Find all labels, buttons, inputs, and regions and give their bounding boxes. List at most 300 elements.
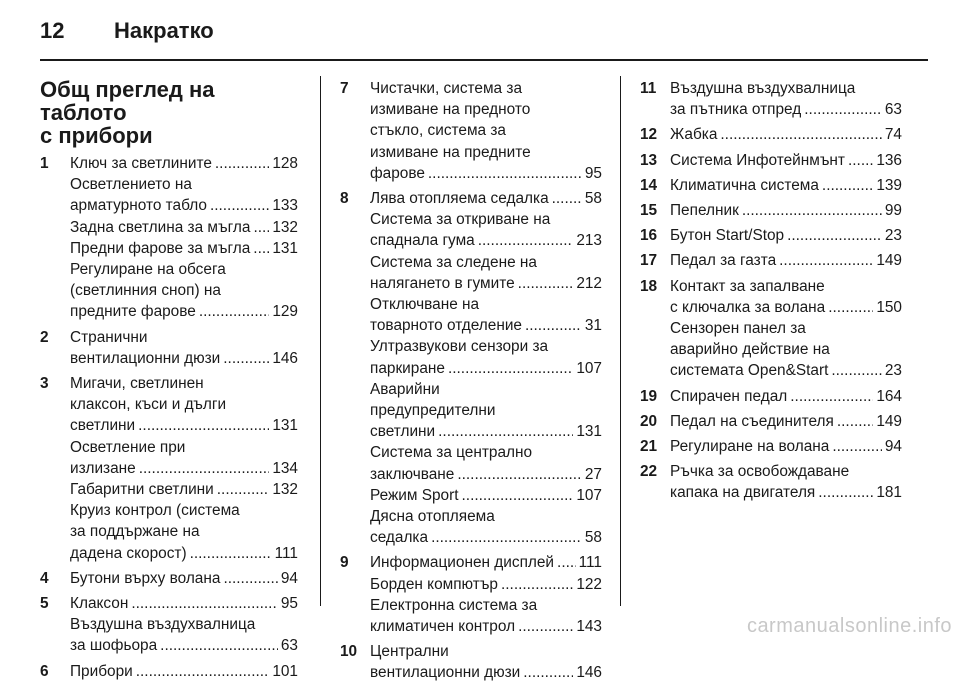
dot-leader: [552, 188, 582, 209]
dot-leader: [779, 250, 873, 271]
entry-text: товарното отделение: [370, 317, 522, 335]
page-reference: 107: [576, 359, 602, 377]
entry-text: стъкло, система за: [370, 122, 506, 140]
entry-text: Жабка: [670, 126, 718, 144]
entry-line: [70, 238, 298, 259]
dot-leader: [831, 360, 882, 381]
page-reference: 95: [280, 595, 298, 613]
index-entry: [640, 250, 902, 271]
dot-leader: [138, 415, 269, 436]
entry-line: [670, 225, 902, 246]
entry-text: аварийно действие на: [670, 341, 830, 359]
entry-line: [370, 209, 602, 230]
entry-number: 9: [340, 554, 349, 572]
entry-text: с ключалка за волана: [670, 298, 826, 316]
entry-line: [670, 150, 902, 171]
dot-leader: [790, 386, 873, 407]
entry-text: Аварийни: [370, 380, 440, 398]
page-reference: 94: [884, 438, 902, 456]
dot-leader: [215, 153, 269, 174]
page-reference: 23: [884, 362, 902, 380]
index-entry: [640, 200, 902, 221]
dot-leader: [253, 238, 269, 259]
entry-text: Система за откриване на: [370, 211, 551, 229]
dot-leader: [457, 464, 582, 485]
entry-text: Регулиране на волана: [670, 438, 830, 456]
entry-lines: [70, 593, 298, 657]
index-entry: [340, 188, 602, 548]
entry-lines: [670, 225, 902, 246]
page-reference: 99: [884, 202, 902, 220]
page-reference: 132: [272, 218, 298, 236]
dot-leader: [804, 99, 882, 120]
entry-text: излизане: [70, 459, 136, 477]
entry-text: (светлинния сноп) на: [70, 282, 221, 300]
page-reference: 95: [584, 164, 602, 182]
index-entry: [640, 78, 902, 120]
entry-number: 14: [640, 176, 658, 194]
entry-text: Педал на съединителя: [670, 412, 834, 430]
entry-line: [370, 421, 602, 442]
entry-text: вентилационни дюзи: [370, 664, 521, 682]
entry-text: заключване: [370, 465, 455, 483]
entry-text: Информационен дисплей: [370, 554, 555, 572]
chapter-title: Накратко: [114, 18, 214, 43]
entry-text: Централни: [370, 643, 449, 661]
index-entry: [640, 276, 902, 382]
page-reference: 111: [578, 554, 602, 572]
entry-text: Бутон Start/Stop: [670, 227, 785, 245]
entry-text: спаднала гума: [370, 232, 475, 250]
entry-text: Лява отопляема седалка: [370, 190, 549, 208]
entry-line: [670, 360, 902, 381]
index-entry: [640, 124, 902, 145]
entry-list: [640, 78, 902, 504]
entry-number: 19: [640, 387, 658, 405]
index-entry: [40, 661, 298, 682]
index-entry: [40, 327, 298, 369]
entry-line: [370, 336, 602, 357]
entry-text: Система за следене на: [370, 253, 537, 271]
entry-text: арматурното табло: [70, 197, 207, 215]
entry-line: [670, 175, 902, 196]
entry-line: [670, 386, 902, 407]
entry-text: Прибори: [70, 662, 133, 680]
page-reference: 58: [584, 190, 602, 208]
entry-text: Странични: [70, 328, 148, 346]
entry-number: 12: [640, 126, 658, 144]
entry-line: [70, 593, 298, 614]
entry-line: [70, 327, 298, 348]
index-entry: [640, 411, 902, 432]
entry-text: Пепелник: [670, 202, 739, 220]
entry-text: Регулиране на обсега: [70, 261, 226, 279]
dot-leader: [525, 315, 582, 336]
section-title: [40, 78, 298, 147]
page-reference: 94: [280, 569, 298, 587]
dot-leader: [720, 124, 881, 145]
column-1: [40, 78, 298, 686]
entry-text: фарове: [370, 164, 425, 182]
entry-line: [70, 174, 298, 195]
entry-line: [370, 120, 602, 141]
page-number: 12: [40, 18, 65, 43]
entry-lines: [70, 568, 298, 589]
entry-line: [370, 358, 602, 379]
entry-number: 20: [640, 412, 658, 430]
entry-line: [670, 318, 902, 339]
entry-text: Бутони върху волана: [70, 569, 221, 587]
entry-text: Въздушна въздухвалница: [70, 616, 256, 634]
dot-leader: [478, 230, 574, 251]
page-reference: 74: [884, 126, 902, 144]
dot-leader: [210, 195, 269, 216]
page-reference: 31: [584, 317, 602, 335]
entry-number: 16: [640, 227, 658, 245]
entry-line: [670, 411, 902, 432]
entry-line: [670, 124, 902, 145]
entry-text: капака на двигателя: [670, 484, 816, 502]
entry-lines: [70, 327, 298, 369]
page-reference: 134: [272, 459, 298, 477]
entry-line: [370, 552, 602, 573]
page-reference: 131: [272, 239, 298, 257]
entry-line: [70, 614, 298, 635]
entry-line: [370, 485, 602, 506]
index-entry: [640, 386, 902, 407]
page-reference: 213: [576, 232, 602, 250]
entry-text: за пътника отпред: [670, 101, 802, 119]
entry-number: 3: [40, 375, 49, 393]
entry-line: [70, 259, 298, 280]
entry-lines: [70, 661, 298, 682]
entry-text: Спирачен педал: [670, 387, 788, 405]
entry-lines: [670, 78, 902, 120]
entry-line: [70, 543, 298, 564]
dot-leader: [828, 297, 873, 318]
dot-leader: [787, 225, 882, 246]
index-entry: [640, 150, 902, 171]
entry-text: Дясна отопляема: [370, 508, 495, 526]
page-reference: 107: [576, 486, 602, 504]
entry-list: [40, 153, 298, 682]
entry-line: [670, 78, 902, 99]
entry-text: системата Open&Start: [670, 362, 829, 380]
entry-text: за поддържане на: [70, 523, 200, 541]
index-entry: [40, 373, 298, 564]
page-reference: 212: [576, 274, 602, 292]
entry-text: климатичен контрол: [370, 618, 516, 636]
entry-line: [370, 252, 602, 273]
column-3: [640, 78, 902, 508]
dot-leader: [136, 661, 270, 682]
page-reference: 58: [584, 529, 602, 547]
entry-line: [70, 500, 298, 521]
entry-line: [670, 461, 902, 482]
entry-lines: [670, 175, 902, 196]
entry-line: [70, 521, 298, 542]
entry-text: Круиз контрол (система: [70, 502, 240, 520]
entry-text: седалка: [370, 529, 429, 547]
entry-line: [370, 595, 602, 616]
page-reference: 164: [876, 387, 902, 405]
entry-number: 13: [640, 151, 658, 169]
dot-leader: [139, 458, 270, 479]
index-entry: [340, 78, 602, 184]
entry-line: [370, 662, 602, 683]
entry-text: Мигачи, светлинен: [70, 375, 204, 393]
entry-text: Клаксон: [70, 595, 129, 613]
entry-lines: [70, 373, 298, 564]
dot-leader: [431, 527, 582, 548]
index-entry: [40, 568, 298, 589]
entry-line: [670, 276, 902, 297]
dot-leader: [523, 662, 573, 683]
entry-line: [370, 99, 602, 120]
entry-text: светлини: [370, 423, 436, 441]
entry-lines: [670, 200, 902, 221]
section-title-line: Общ преглед на таблото: [40, 77, 215, 125]
entry-text: предните фарове: [70, 303, 196, 321]
entry-lines: [370, 552, 602, 637]
dot-leader: [837, 411, 873, 432]
entry-line: [370, 641, 602, 662]
column-divider: [620, 76, 621, 606]
entry-lines: [670, 124, 902, 145]
entry-line: [670, 99, 902, 120]
dot-leader: [742, 200, 882, 221]
entry-line: [670, 436, 902, 457]
page-reference: 128: [272, 155, 298, 172]
entry-line: [670, 339, 902, 360]
column-2: [340, 78, 602, 688]
dot-leader: [518, 616, 573, 637]
entry-text: Предни фарове за мъгла: [70, 239, 251, 257]
entry-number: 15: [640, 202, 658, 220]
entry-line: [370, 574, 602, 595]
entry-number: 5: [40, 595, 49, 613]
page-reference: 146: [272, 349, 298, 367]
entry-line: [70, 479, 298, 500]
page-reference: 150: [876, 298, 902, 316]
watermark: carmanualsonline.info: [746, 615, 952, 637]
entry-lines: [670, 436, 902, 457]
entry-number: 4: [40, 569, 49, 587]
entry-line: [370, 142, 602, 163]
entry-lines: [670, 461, 902, 503]
entry-text: Осветление при: [70, 438, 186, 456]
entry-number: 10: [340, 643, 358, 661]
header-rule: [40, 59, 928, 61]
entry-line: [670, 200, 902, 221]
entry-number: 8: [340, 190, 349, 208]
page-reference: 63: [884, 101, 902, 119]
page-reference: 131: [272, 417, 298, 435]
entry-text: Ключ за светлините: [70, 155, 212, 172]
page-reference: 143: [576, 618, 602, 636]
entry-line: [670, 250, 902, 271]
page-reference: 101: [272, 662, 298, 680]
entry-lines: [670, 276, 902, 382]
entry-line: [370, 294, 602, 315]
entry-line: [70, 661, 298, 682]
entry-line: [70, 280, 298, 301]
entry-line: [370, 163, 602, 184]
entry-line: [70, 153, 298, 174]
entry-text: Чистачки, система за: [370, 80, 523, 97]
entry-line: [370, 273, 602, 294]
index-entry: [40, 153, 298, 323]
page-reference: 181: [876, 484, 902, 502]
dot-leader: [832, 436, 882, 457]
entry-line: [370, 230, 602, 251]
entry-number: 21: [640, 438, 658, 456]
entry-text: Контакт за запалване: [670, 277, 825, 295]
entry-line: [70, 195, 298, 216]
dot-leader: [428, 163, 582, 184]
page-reference: 23: [884, 227, 902, 245]
dot-leader: [818, 482, 873, 503]
index-entry: [640, 436, 902, 457]
entry-line: [70, 348, 298, 369]
entry-number: 2: [40, 328, 49, 346]
entry-line: [370, 527, 602, 548]
entry-lines: [670, 386, 902, 407]
entry-lines: [670, 150, 902, 171]
entry-line: [370, 188, 602, 209]
entry-text: Ултразвукови сензори за: [370, 338, 549, 356]
dot-leader: [223, 568, 277, 589]
entry-text: за шофьора: [70, 637, 158, 655]
entry-number: 7: [340, 80, 349, 97]
entry-text: Система за централно: [370, 444, 533, 462]
entry-line: [370, 464, 602, 485]
entry-line: [70, 458, 298, 479]
index-entry: [340, 641, 602, 683]
page-reference: 136: [876, 151, 902, 169]
column-divider: [320, 76, 321, 606]
index-entry: [340, 552, 602, 637]
entry-text: Сензорен панел за: [670, 320, 806, 338]
entry-lines: [70, 153, 298, 323]
entry-text: Педал за газта: [670, 252, 777, 270]
entry-line: [370, 315, 602, 336]
entry-text: Задна светлина за мъгла: [70, 218, 251, 236]
entry-list: [340, 78, 602, 684]
entry-line: [70, 373, 298, 394]
entry-text: Осветлението на: [70, 176, 192, 194]
dot-leader: [462, 485, 574, 506]
entry-line: [670, 297, 902, 318]
entry-line: [370, 400, 602, 421]
entry-text: налягането в гумите: [370, 274, 515, 292]
entry-line: [70, 301, 298, 322]
page-reference: 131: [576, 423, 602, 441]
page-reference: 129: [272, 303, 298, 321]
entry-number: 1: [40, 155, 49, 172]
index-entry: [640, 461, 902, 503]
dot-leader: [848, 150, 873, 171]
entry-number: 6: [40, 662, 49, 680]
entry-lines: [670, 250, 902, 271]
entry-text: измиване на предното: [370, 101, 531, 119]
dot-leader: [501, 574, 573, 595]
entry-text: паркиране: [370, 359, 445, 377]
index-entry: [40, 593, 298, 657]
entry-lines: [370, 188, 602, 548]
entry-text: светлини: [70, 417, 136, 435]
entry-number: 11: [640, 80, 657, 97]
section-title-line: с прибори: [40, 123, 153, 148]
entry-text: Режим Sport: [370, 486, 459, 504]
entry-line: [70, 568, 298, 589]
index-entry: [640, 225, 902, 246]
entry-line: [70, 635, 298, 656]
entry-line: [370, 78, 602, 99]
entry-line: [70, 437, 298, 458]
page-header: [40, 18, 920, 62]
page-reference: 149: [876, 252, 902, 270]
dot-leader: [822, 175, 873, 196]
entry-text: клаксон, къси и дълги: [70, 396, 227, 414]
entry-number: 18: [640, 277, 658, 295]
index-entry: [640, 175, 902, 196]
page-reference: 122: [576, 575, 602, 593]
entry-text: Въздушна въздухвалница: [670, 80, 856, 97]
page-reference: 133: [272, 197, 298, 215]
dot-leader: [253, 217, 269, 238]
entry-text: Борден компютър: [370, 575, 498, 593]
entry-line: [370, 616, 602, 637]
dot-leader: [557, 552, 576, 573]
dot-leader: [217, 479, 270, 500]
entry-line: [370, 379, 602, 400]
entry-line: [670, 482, 902, 503]
entry-text: предупредителни: [370, 402, 496, 420]
entry-text: измиване на предните: [370, 143, 531, 161]
entry-text: дадена скорост): [70, 544, 187, 562]
dot-leader: [160, 635, 278, 656]
dot-leader: [190, 543, 272, 564]
page-reference: 139: [876, 176, 902, 194]
entry-text: Габаритни светлини: [70, 481, 214, 499]
entry-line: [70, 415, 298, 436]
entry-line: [370, 506, 602, 527]
page-reference: 132: [272, 481, 298, 499]
entry-text: вентилационни дюзи: [70, 349, 221, 367]
page-reference: 111: [274, 544, 298, 562]
dot-leader: [438, 421, 573, 442]
entry-text: Ръчка за освобождаване: [670, 463, 850, 481]
dot-leader: [448, 358, 573, 379]
entry-lines: [370, 78, 602, 184]
entry-text: Електронна система за: [370, 596, 538, 614]
entry-line: [70, 217, 298, 238]
dot-leader: [131, 593, 278, 614]
entry-line: [70, 394, 298, 415]
page-reference: 27: [584, 465, 602, 483]
entry-lines: [670, 411, 902, 432]
dot-leader: [199, 301, 270, 322]
page-reference: 149: [876, 412, 902, 430]
dot-leader: [223, 348, 269, 369]
page-reference: 146: [576, 664, 602, 682]
dot-leader: [518, 273, 574, 294]
entry-line: [370, 442, 602, 463]
entry-text: Климатична система: [670, 176, 819, 194]
entry-text: Отключване на: [370, 296, 480, 314]
entry-number: 22: [640, 463, 658, 481]
